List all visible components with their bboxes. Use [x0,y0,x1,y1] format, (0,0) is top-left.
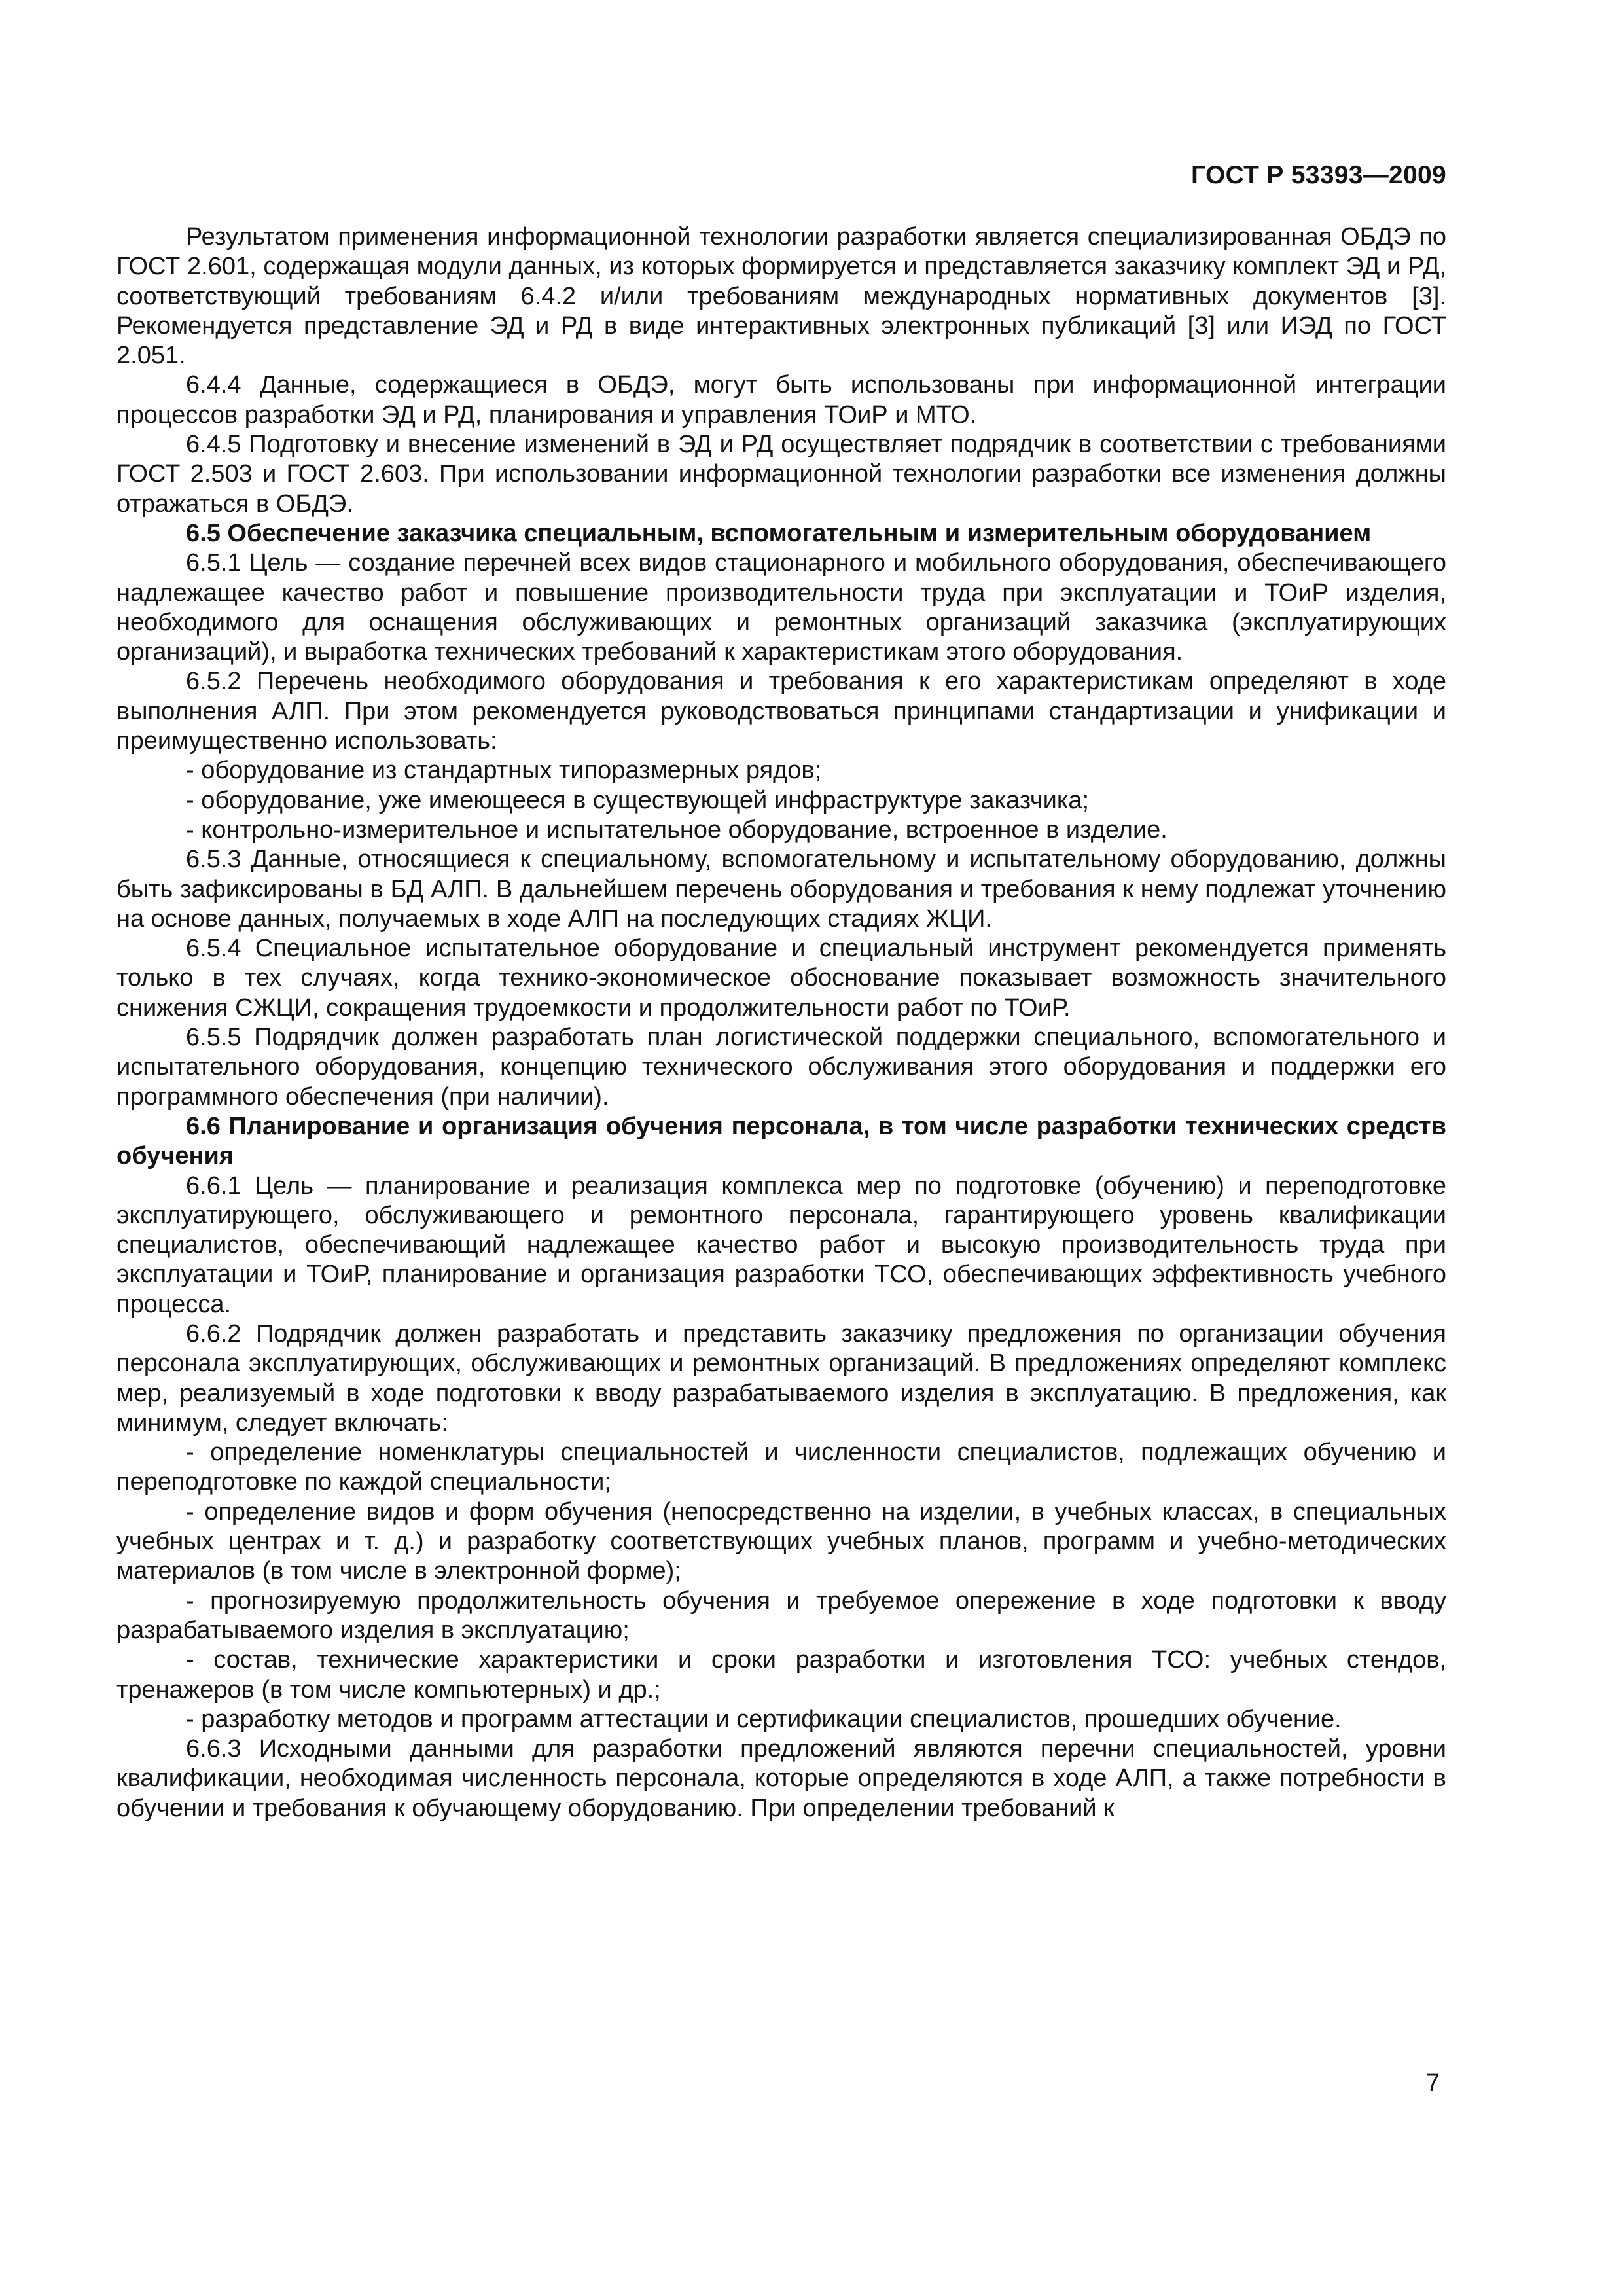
paragraph: 6.5.1 Цель — создание перечней всех видов стационарного и мобильного оборудования, обеспечивающего надлежащее качество работ и повышение производительности труда при эксплуатации и ТОиР изделия, необходимого для оснащения обслуживающих и ремонтных организаций заказчика (эксплуатирующих организаций), и выработка технических требований к характеристикам этого оборудования. [116,549,1446,666]
list-item: - оборудование из стандартных типоразмерных рядов; [186,757,822,785]
list-item: - определение видов и форм обучения (непосредственно на изделии, в учебных классах, в специальных учебных центрах и т. д.) и разработку соответствующих учебных планов, программ и учебно-методических материалов (в том числе в электронной форме); [116,1498,1446,1585]
list-item: - оборудование, уже имеющееся в существующей инфраструктуре заказчика; [186,786,1090,814]
page-number: 7 [1425,2070,1440,2097]
list-item: - определение номенклатуры специальностей и численности специалистов, подлежащих обучению и переподготовке по каждой специальности; [116,1439,1446,1496]
paragraph: 6.5.4 Специальное испытательное оборудование и специальный инструмент рекомендуется применять только в тех случаях, когда технико-экономическое обоснование показывает возможность значительного снижения СЖЦИ, сокращения трудоемкости и продолжительности работ по ТОиР. [116,935,1446,1022]
list-item: - контрольно-измерительное и испытательное оборудование, встроенное в изделие. [186,816,1168,844]
paragraph: 6.6.2 Подрядчик должен разработать и представить заказчику предложения по организации обучения персонала эксплуатирующих, обслуживающих и ремонтных организаций. В предложениях определяют комплекс мер, реализуемый в ходе подготовки к вводу разрабатываемого изделия в эксплуатацию. В предложения, как минимум, следует включать: [116,1319,1446,1437]
document-code-header: ГОСТ Р 53393—2009 [1191,161,1446,189]
paragraph: 6.6.1 Цель — планирование и реализация комплекса мер по подготовке (обучению) и переподготовке эксплуатирующего, обслуживающего и ремонтного персонала, гарантирующего уровень квалификации специалистов, обеспечивающий надлежащее качество работ и высокую производительность труда при эксплуатации и ТОиР, планирование и организация разработки ТСО, обеспечивающих эффективность учебного процесса. [116,1172,1446,1318]
section-heading: 6.6 Планирование и организация обучения персонала, в том числе разработки технических средств обучения [116,1112,1446,1170]
paragraph: Результатом применения информационной технологии разработки является специализированная ОБДЭ по ГОСТ 2.601, содержащая модули данных, из которых формируется и представляется заказчику комплект ЭД и РД, соответствующий требованиям 6.4.2 и/или требованиям международных нормативных документов [3]. Рекомендуется представление ЭД и РД в виде интерактивных электронных публикаций [3] или ИЭД по ГОСТ 2.051. [116,223,1446,370]
paragraph: 6.5.5 Подрядчик должен разработать план логистической поддержки специального, вспомогательного и испытательного оборудования, концепцию технического обслуживания этого оборудования и поддержки его программного обеспечения (при наличии). [116,1024,1446,1111]
paragraph: 6.5.2 Перечень необходимого оборудования и требования к его характеристикам определяют в ходе выполнения АЛП. При этом рекомендуется руководствоваться принципами стандартизации и унификации и преимущественно использовать: [116,668,1446,755]
list-item: - прогнозируемую продолжительность обучения и требуемое опережение в ходе подготовки к вводу разрабатываемого изделия в эксплуатацию; [116,1587,1446,1644]
section-heading: 6.5 Обеспечение заказчика специальным, вспомогательным и измерительным оборудованием [186,519,1372,547]
list-item: - состав, технические характеристики и сроки разработки и изготовления ТСО: учебных стендов, тренажеров (в том числе компьютерных) и др.; [116,1646,1446,1704]
paragraph: 6.5.3 Данные, относящиеся к специальному, вспомогательному и испытательному оборудованию, должны быть зафиксированы в БД АЛП. В дальнейшем перечень оборудования и требования к нему подлежат уточнению на основе данных, получаемых в ходе АЛП на последующих стадиях ЖЦИ. [116,846,1446,933]
paragraph: 6.6.3 Исходными данными для разработки предложений являются перечни специальностей, уровни квалификации, необходимая численность персонала, которые определяются в ходе АЛП, а также потребности в обучении и требования к обучающему оборудованию. При определении требований к [116,1735,1446,1822]
document-body [116,223,1446,1823]
paragraph: 6.4.5 Подготовку и внесение изменений в ЭД и РД осуществляет подрядчик в соответствии с требованиями ГОСТ 2.503 и ГОСТ 2.603. При использовании информационной технологии разработки все изменения должны отражаться в ОБДЭ. [116,431,1446,518]
paragraph: 6.4.4 Данные, содержащиеся в ОБДЭ, могут быть использованы при информационной интеграции процессов разработки ЭД и РД, планирования и управления ТОиР и МТО. [116,371,1446,429]
list-item: - разработку методов и программ аттестации и сертификации специалистов, прошедших обучение. [186,1705,1342,1733]
